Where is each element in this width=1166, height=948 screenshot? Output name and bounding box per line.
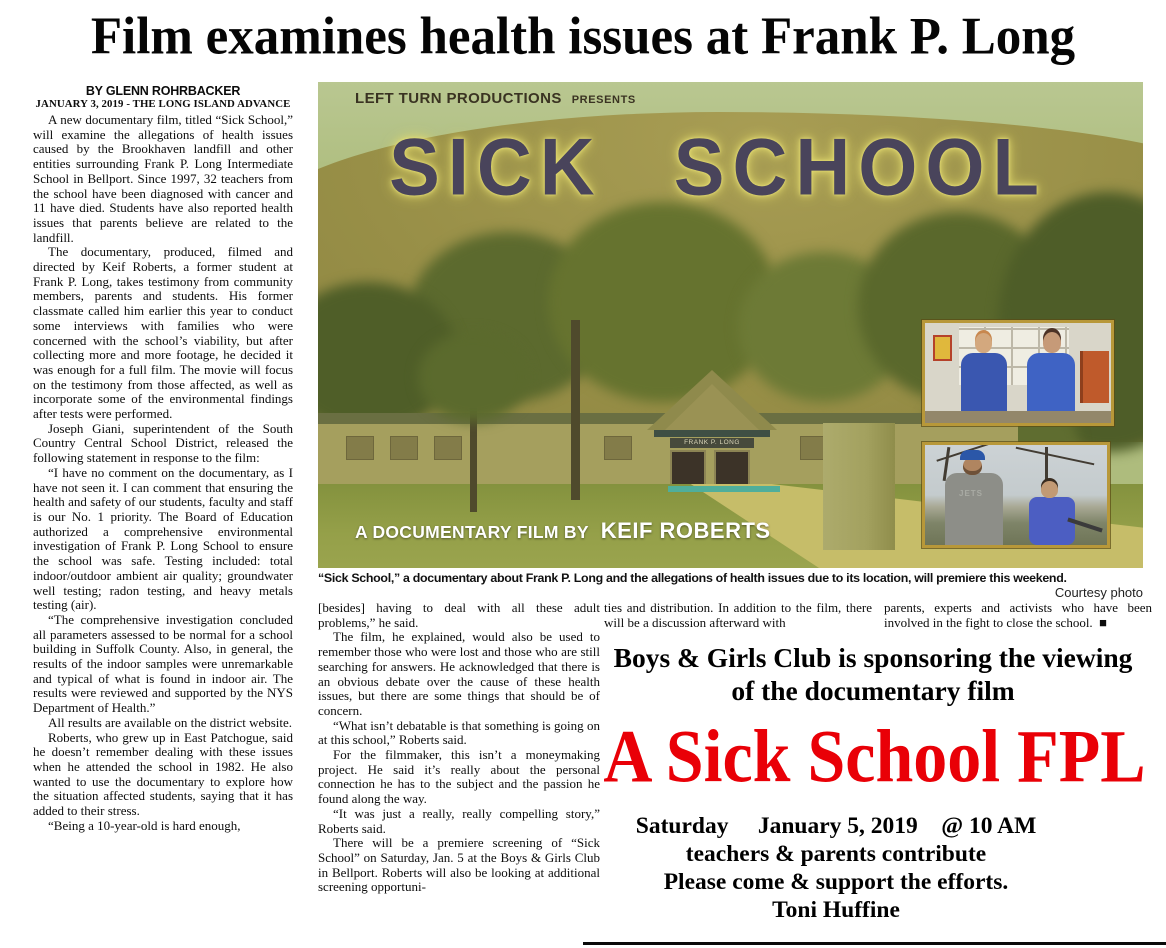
paragraph: The film, he explained, would also be used to remember those who were lost and those who are still searching for answers. He acknowledged that there is an obvious debate over the cause of these health issues, but there are some things that should be of concern.: [318, 629, 600, 718]
article-column-2: [318, 601, 600, 946]
man-cap: [960, 450, 985, 460]
child-head: [1041, 481, 1058, 498]
photo-credit: Courtesy photo: [1054, 585, 1143, 600]
dateline: JANUARY 3, 2019 - THE LONG ISLAND ADVANCE: [35, 98, 291, 110]
movie-poster-image: [318, 82, 1143, 568]
man-shirt: [945, 473, 1003, 545]
paragraph: For the filmmaker, this isn’t a moneymaking project. He said it’s really about the personal connection he has to the subject and the passion he found along the way.: [318, 747, 600, 807]
school-sign: FRANK P. LONG: [670, 438, 754, 448]
studio-name: LEFT TURN PRODUCTIONS: [355, 90, 562, 107]
article-column-1: [33, 84, 293, 946]
ad-heading: [583, 641, 1163, 707]
paragraph: “Being a 10-year-old is hard enough,: [48, 817, 241, 833]
byline: BY GLENN ROHRBACKER: [85, 84, 241, 98]
paragraph: “The comprehensive investigation concluded all parameters assessed to be normal for a school building in Suffolk County. Also, in general, the results of the indoor samples were unremarkable and typical of what is found in indoor air. The results were reviewed and supported by the NYS Department of Health.”: [33, 611, 293, 716]
ad-details: [596, 812, 1076, 924]
paragraph: Joseph Giani, superintendent of the South Country Central School District, released the following statement in response to the film:: [33, 420, 293, 466]
inset-photo-man-and-child: [922, 442, 1110, 548]
poster-title: SICK SCHOOL: [389, 122, 1047, 213]
photo-caption: “Sick School,” a documentary about Frank P. Long and the allegations of health issues due to its location, will premiere this weekend.: [318, 571, 1067, 585]
paragraph: All results are available on the district website.: [48, 714, 293, 730]
paragraph: The documentary, produced, filmed and directed by Keif Roberts, a former student at Frank P. Long, takes testimony from community members, parents and students. His former classmate called him earlier this year to conduct some interviews with families who were concerned with the school’s viability, but after collecting more and more footage, he decided it was enough for a full film. The movie will focus on the testimony from those affected, as well as incorporate some of the environmental findings after tests were performed.: [33, 244, 293, 422]
paragraph: parents, experts and activists who have been involved in the fight to close the school. ■: [884, 601, 1152, 630]
studio-credit: [355, 90, 636, 108]
wall-art: [933, 335, 952, 361]
woman1-head: [975, 333, 992, 353]
tree-trunk: [571, 320, 580, 500]
shirt-text: JETS: [959, 489, 984, 498]
woman2-head: [1043, 332, 1061, 353]
school-window: [346, 436, 374, 460]
ad-heading-line1: Boys & Girls Club is sponsoring the viewing: [613, 642, 1133, 673]
paragraph: A new documentary film, titled “Sick School,” will examine the allegations of health issues caused by the Brookhaven landfill and other entities surrounding Frank P. Long Intermediate School in Bellport. Since 1997, 32 teachers from the school have been diagnosed with cancer and 11 have died. Students have also reported health issues that parents believe are related to the landfill.: [33, 112, 293, 245]
school-window: [390, 436, 418, 460]
page-title: Film examines health issues at Frank P. Long: [90, 7, 1076, 67]
director-credit: [355, 518, 771, 544]
school-window: [604, 436, 632, 460]
paragraph: Saturday January 5, 2019 @ 10 AM: [635, 813, 1037, 839]
article-body-col1: [33, 113, 293, 833]
paragraph: “I have no comment on the documentary, as I have not seen it. I can comment that ensuring the health and safety of our students, faculty and staff is our No. 1 priority. The Board of Education authorized a comprehensive environmental investigation of Frank P. Long School to ensure the school was safe. Testing included: total indoor/outdoor ambient air quality; groundwater well testing; radon testing, and heavy metals testing (air).: [33, 464, 293, 613]
article-column-4: [884, 601, 1152, 635]
floor: [925, 411, 1111, 423]
presents-label: PRESENTS: [571, 94, 636, 106]
concrete-pillar: [823, 423, 895, 550]
paragraph: teachers & parents contribute: [685, 841, 987, 867]
paragraph: There will be a premiere screening of “Sick School” on Saturday, Jan. 5 at the Boys & Girls Club in Bellport. Roberts will also be looking at additional screening opportuni-: [318, 835, 600, 895]
tree-blob: [418, 332, 528, 422]
ad-heading-line2: of the documentary film: [731, 675, 1015, 706]
ad-bottom-rule: [583, 942, 1166, 945]
tree-branch: [1016, 447, 1095, 466]
paragraph: “It was just a really, really compelling story,” Roberts said.: [318, 805, 600, 836]
director-name: KEIF ROBERTS: [600, 518, 771, 543]
school-window: [434, 436, 462, 460]
school-gable-inner: [665, 384, 759, 430]
school-entrance-canopy: [654, 430, 770, 437]
credit-prefix: A DOCUMENTARY FILM BY: [355, 522, 589, 542]
paragraph: ties and distribution. In addition to the film, there will be a discussion afterward with: [604, 601, 872, 630]
paragraph: Roberts, who grew up in East Patchogue, said he doesn’t remember dealing with these issues when he attended the school in 1982. He also wanted to use the documentary to explore how the situation affected students, saying that it has added to their stress.: [33, 729, 293, 819]
paragraph: [besides] having to deal with all these adult problems,” he said.: [318, 601, 600, 630]
inset-photo-interview-women: [922, 320, 1114, 426]
orange-cabinet: [1080, 351, 1109, 403]
ad-title: A Sick School FPL: [603, 714, 1146, 798]
paragraph: Please come & support the efforts.: [663, 869, 1009, 895]
article-column-3: [604, 601, 872, 635]
paragraph: Toni Huffine: [772, 897, 900, 923]
paragraph: “What isn’t debatable is that something is going on at this school,” Roberts said.: [318, 717, 600, 748]
entrance-mat: [668, 486, 780, 492]
